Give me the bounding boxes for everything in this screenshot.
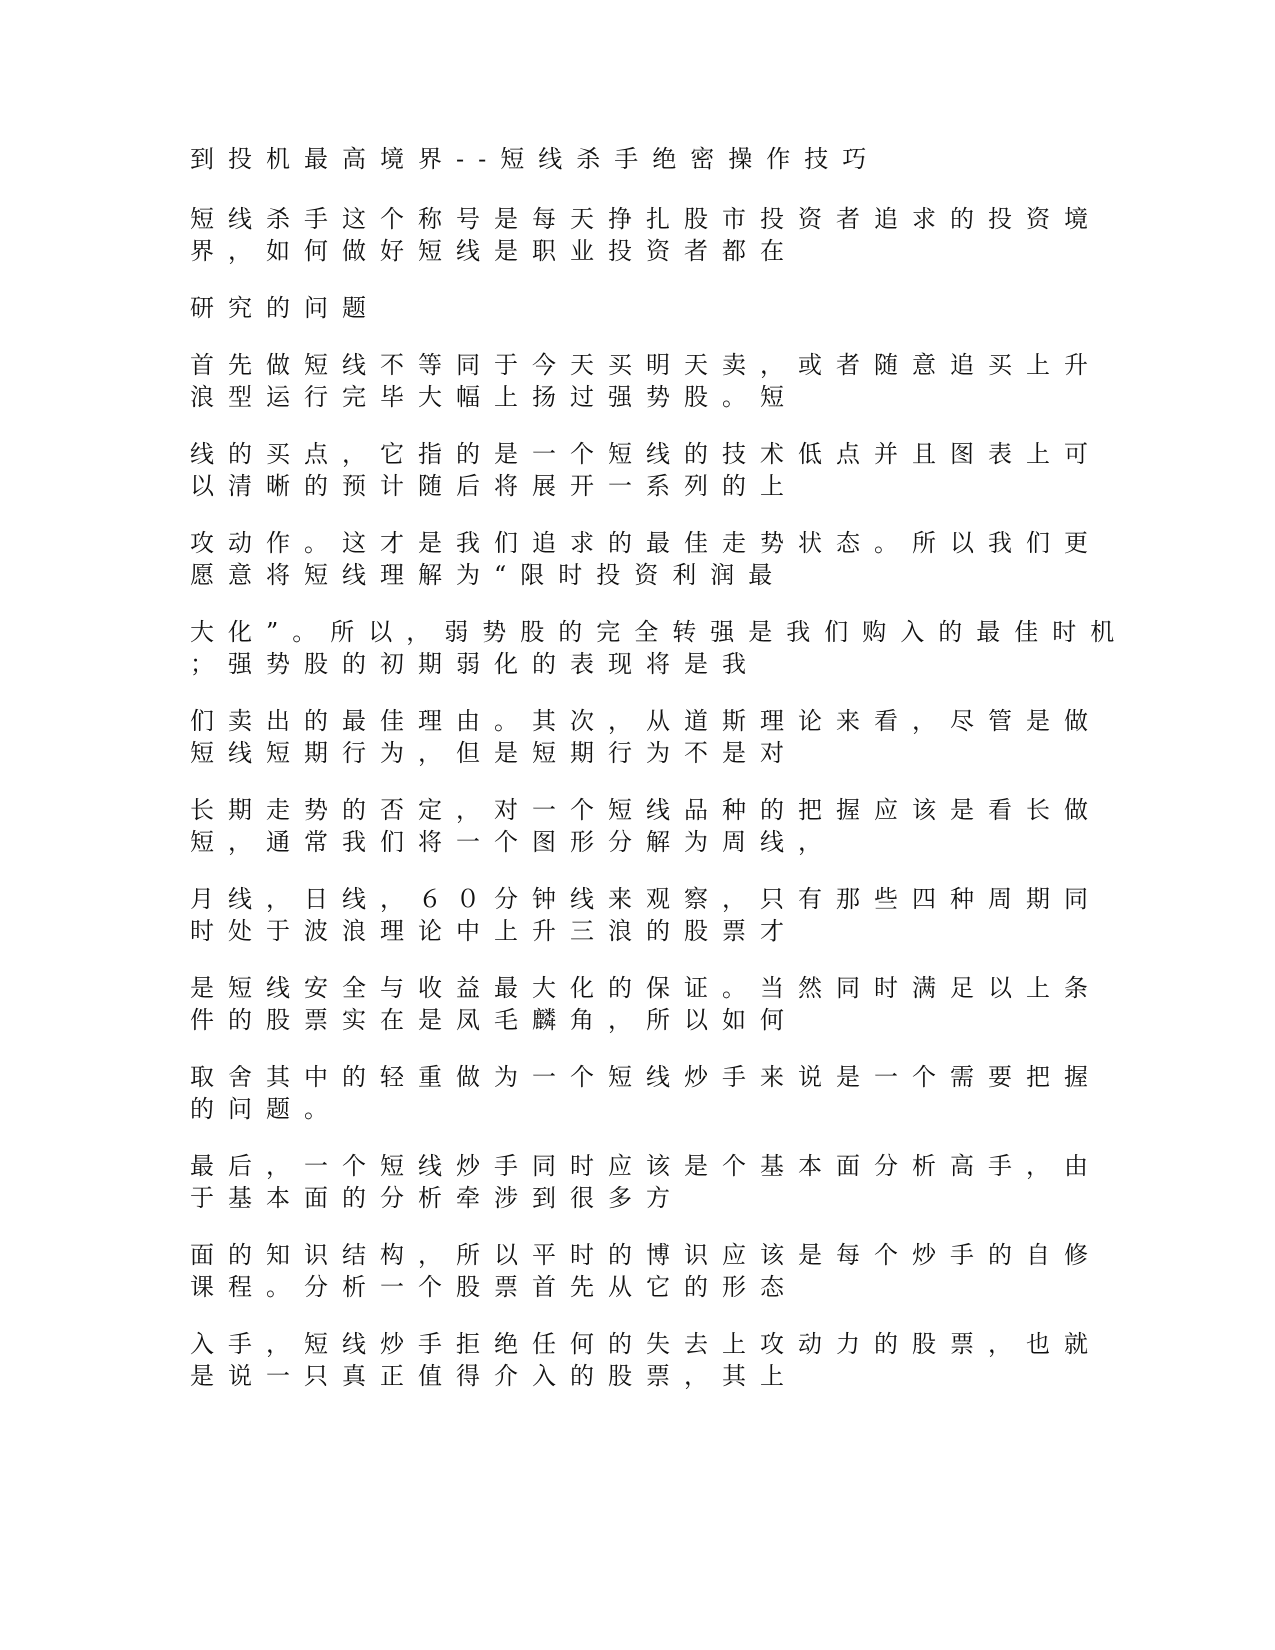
paragraph-12-line-2: 于基本面的分析牵涉到很多方 (190, 1184, 684, 1212)
paragraph-10-line-1: 是短线安全与收益最大化的保证。当然同时满足以上条 (190, 974, 1102, 1002)
paragraph-4-line-2: 以清晰的预计随后将展开一系列的上 (190, 472, 798, 500)
paragraph-6-line-1: 大化”。所以，弱势股的完全转强是我们购入的最佳时机 (190, 618, 1129, 646)
paragraph-3-line-1: 首先做短线不等同于今天买明天卖，或者随意追买上升 (190, 351, 1102, 379)
paragraph-5-line-1: 攻动作。这才是我们追求的最佳走势状态。所以我们更 (190, 529, 1102, 557)
paragraph-13-line-2: 课程。分析一个股票首先从它的形态 (190, 1273, 798, 1301)
paragraph-1-line-1: 短线杀手这个称号是每天挣扎股市投资者追求的投资境 (190, 205, 1102, 233)
paragraph-10-line-2: 件的股票实在是凤毛麟角，所以如何 (190, 1006, 798, 1034)
paragraph-8-line-1: 长期走势的否定，对一个短线品种的把握应该是看长做 (190, 796, 1102, 824)
paragraph-1-line-2: 界，如何做好短线是职业投资者都在 (190, 237, 798, 265)
paragraph-14-line-2: 是说一只真正值得介入的股票，其上 (190, 1362, 798, 1390)
paragraph-7-line-1: 们卖出的最佳理由。其次，从道斯理论来看，尽管是做 (190, 707, 1102, 735)
paragraph-4-line-1: 线的买点，它指的是一个短线的技术低点并且图表上可 (190, 440, 1102, 468)
paragraph-3-line-2: 浪型运行完毕大幅上扬过强势股。短 (190, 383, 798, 411)
paragraph-12-line-1: 最后，一个短线炒手同时应该是个基本面分析高手，由 (190, 1152, 1102, 1180)
paragraph-13-line-1: 面的知识结构，所以平时的博识应该是每个炒手的自修 (190, 1241, 1102, 1269)
paragraph-6-line-2: ；强势股的初期弱化的表现将是我 (190, 650, 760, 678)
paragraph-9-line-1: 月线，日线，６０分钟线来观察，只有那些四种周期同 (190, 885, 1102, 913)
paragraph-11-line-2: 的问题。 (190, 1095, 342, 1123)
paragraph-11-line-1: 取舍其中的轻重做为一个短线炒手来说是一个需要把握 (190, 1063, 1102, 1091)
document-title: 到投机最高境界--短线杀手绝密操作技巧 (190, 145, 881, 173)
paragraph-5-line-2: 愿意将短线理解为“限时投资利润最 (190, 561, 787, 589)
paragraph-8-line-2: 短，通常我们将一个图形分解为周线， (190, 828, 836, 856)
paragraph-14-line-1: 入手，短线炒手拒绝任何的失去上攻动力的股票，也就 (190, 1330, 1102, 1358)
paragraph-9-line-2: 时处于波浪理论中上升三浪的股票才 (190, 917, 798, 945)
paragraph-7-line-2: 短线短期行为，但是短期行为不是对 (190, 739, 798, 767)
paragraph-2-line-1: 研究的问题 (190, 294, 380, 322)
